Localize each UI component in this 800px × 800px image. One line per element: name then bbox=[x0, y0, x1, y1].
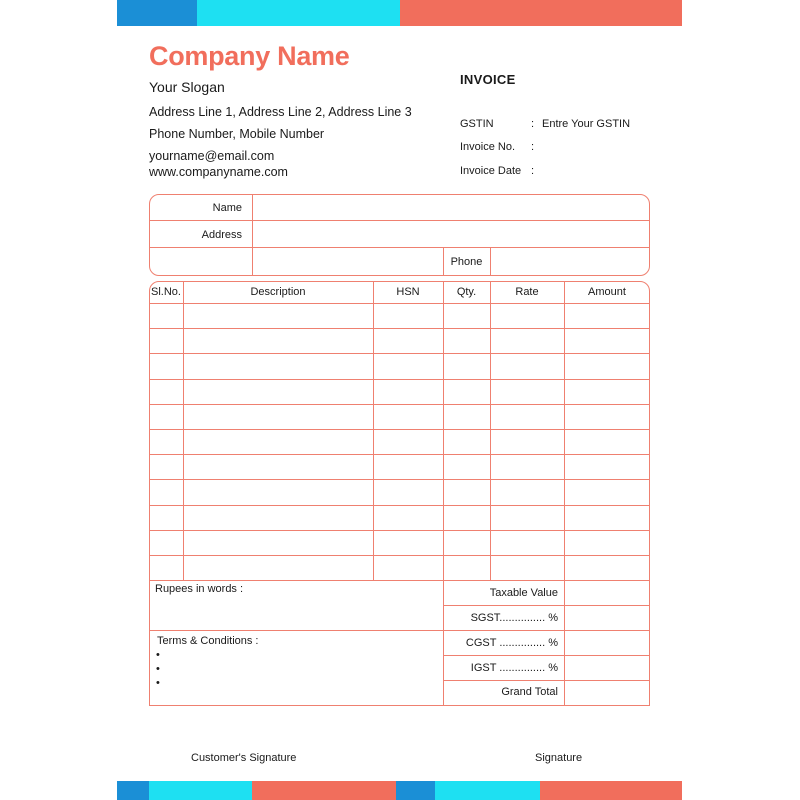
name-label: Name bbox=[212, 202, 242, 214]
cgst-label: CGST ............... % bbox=[465, 637, 558, 649]
totals-divider bbox=[443, 655, 650, 656]
table-row-divider bbox=[149, 404, 650, 405]
customer-divider bbox=[149, 220, 650, 221]
table-row-divider bbox=[149, 328, 650, 329]
table-row-divider bbox=[149, 454, 650, 455]
company-slogan: Your Slogan bbox=[149, 79, 225, 95]
gstin-value[interactable]: Entre Your GSTIN bbox=[542, 118, 631, 130]
invoice-date-colon: : bbox=[531, 165, 535, 177]
top-stripe-blue bbox=[117, 0, 197, 26]
company-address: Address Line 1, Address Line 2, Address Line 3 bbox=[149, 105, 412, 119]
totals-divider bbox=[564, 580, 565, 705]
bottom-stripe-blue bbox=[396, 781, 435, 800]
name-field[interactable] bbox=[254, 196, 648, 219]
table-column-divider bbox=[490, 281, 491, 580]
invoice-no-colon: : bbox=[531, 141, 535, 153]
table-row-divider bbox=[149, 379, 650, 380]
table-column-divider bbox=[564, 281, 565, 580]
sgst-label: SGST............... % bbox=[470, 612, 558, 624]
col-header-description: Description bbox=[250, 286, 306, 298]
table-column-divider bbox=[443, 281, 444, 580]
bottom-stripe-blue bbox=[117, 781, 149, 800]
table-divider bbox=[149, 303, 650, 304]
col-header-hsn: HSN bbox=[396, 286, 420, 298]
table-row-divider bbox=[149, 530, 650, 531]
col-header-amount: Amount bbox=[588, 286, 626, 298]
table-row-divider bbox=[149, 429, 650, 430]
phone-label: Phone bbox=[450, 256, 483, 268]
company-email: yourname@email.com bbox=[149, 149, 275, 163]
bottom-stripe-coral bbox=[540, 781, 682, 800]
phone-field[interactable] bbox=[492, 249, 647, 274]
address-label: Address bbox=[201, 229, 242, 241]
customer-divider bbox=[252, 194, 253, 276]
terms-bullet: • bbox=[156, 663, 160, 675]
gstin-colon: : bbox=[531, 118, 535, 130]
taxable-value-label: Taxable Value bbox=[489, 587, 558, 599]
totals-divider bbox=[149, 630, 443, 631]
table-row-divider bbox=[149, 353, 650, 354]
table-column-divider bbox=[373, 281, 374, 580]
terms-title: Terms & Conditions : bbox=[157, 635, 259, 647]
rupees-in-words-label: Rupees in words : bbox=[155, 583, 244, 595]
table-column-divider bbox=[183, 281, 184, 580]
terms-bullet: • bbox=[156, 677, 160, 689]
bottom-stripe-coral bbox=[252, 781, 396, 800]
table-row-divider bbox=[149, 479, 650, 480]
company-name: Company Name bbox=[149, 41, 350, 71]
company-website: www.companyname.com bbox=[149, 165, 288, 179]
top-stripe-cyan bbox=[197, 0, 400, 26]
table-row-divider bbox=[149, 505, 650, 506]
company-phone: Phone Number, Mobile Number bbox=[149, 127, 325, 141]
col-header-qty: Qty. bbox=[456, 286, 477, 298]
invoice-no-label: Invoice No. bbox=[460, 141, 516, 153]
totals-divider bbox=[443, 630, 650, 631]
customer-divider bbox=[490, 247, 491, 276]
bottom-stripe-cyan bbox=[149, 781, 252, 800]
col-header-slno: Sl.No. bbox=[151, 286, 181, 298]
table-row-divider bbox=[149, 555, 650, 556]
bottom-stripe-cyan bbox=[435, 781, 540, 800]
table-row-divider bbox=[149, 580, 650, 581]
signature-label: Signature bbox=[535, 752, 583, 764]
totals-divider bbox=[443, 605, 650, 606]
customer-divider bbox=[149, 247, 650, 248]
totals-divider bbox=[443, 680, 650, 681]
invoice-date-label: Invoice Date bbox=[460, 165, 522, 177]
customer-signature-label: Customer's Signature bbox=[191, 752, 297, 764]
col-header-rate: Rate bbox=[515, 286, 539, 298]
grand-total-label: Grand Total bbox=[501, 686, 558, 698]
address-field[interactable] bbox=[254, 222, 648, 246]
gstin-label: GSTIN bbox=[460, 118, 494, 130]
igst-label: IGST ............... % bbox=[470, 662, 558, 674]
invoice-title: INVOICE bbox=[460, 72, 516, 87]
top-stripe-coral bbox=[400, 0, 682, 26]
terms-bullet: • bbox=[156, 649, 160, 661]
